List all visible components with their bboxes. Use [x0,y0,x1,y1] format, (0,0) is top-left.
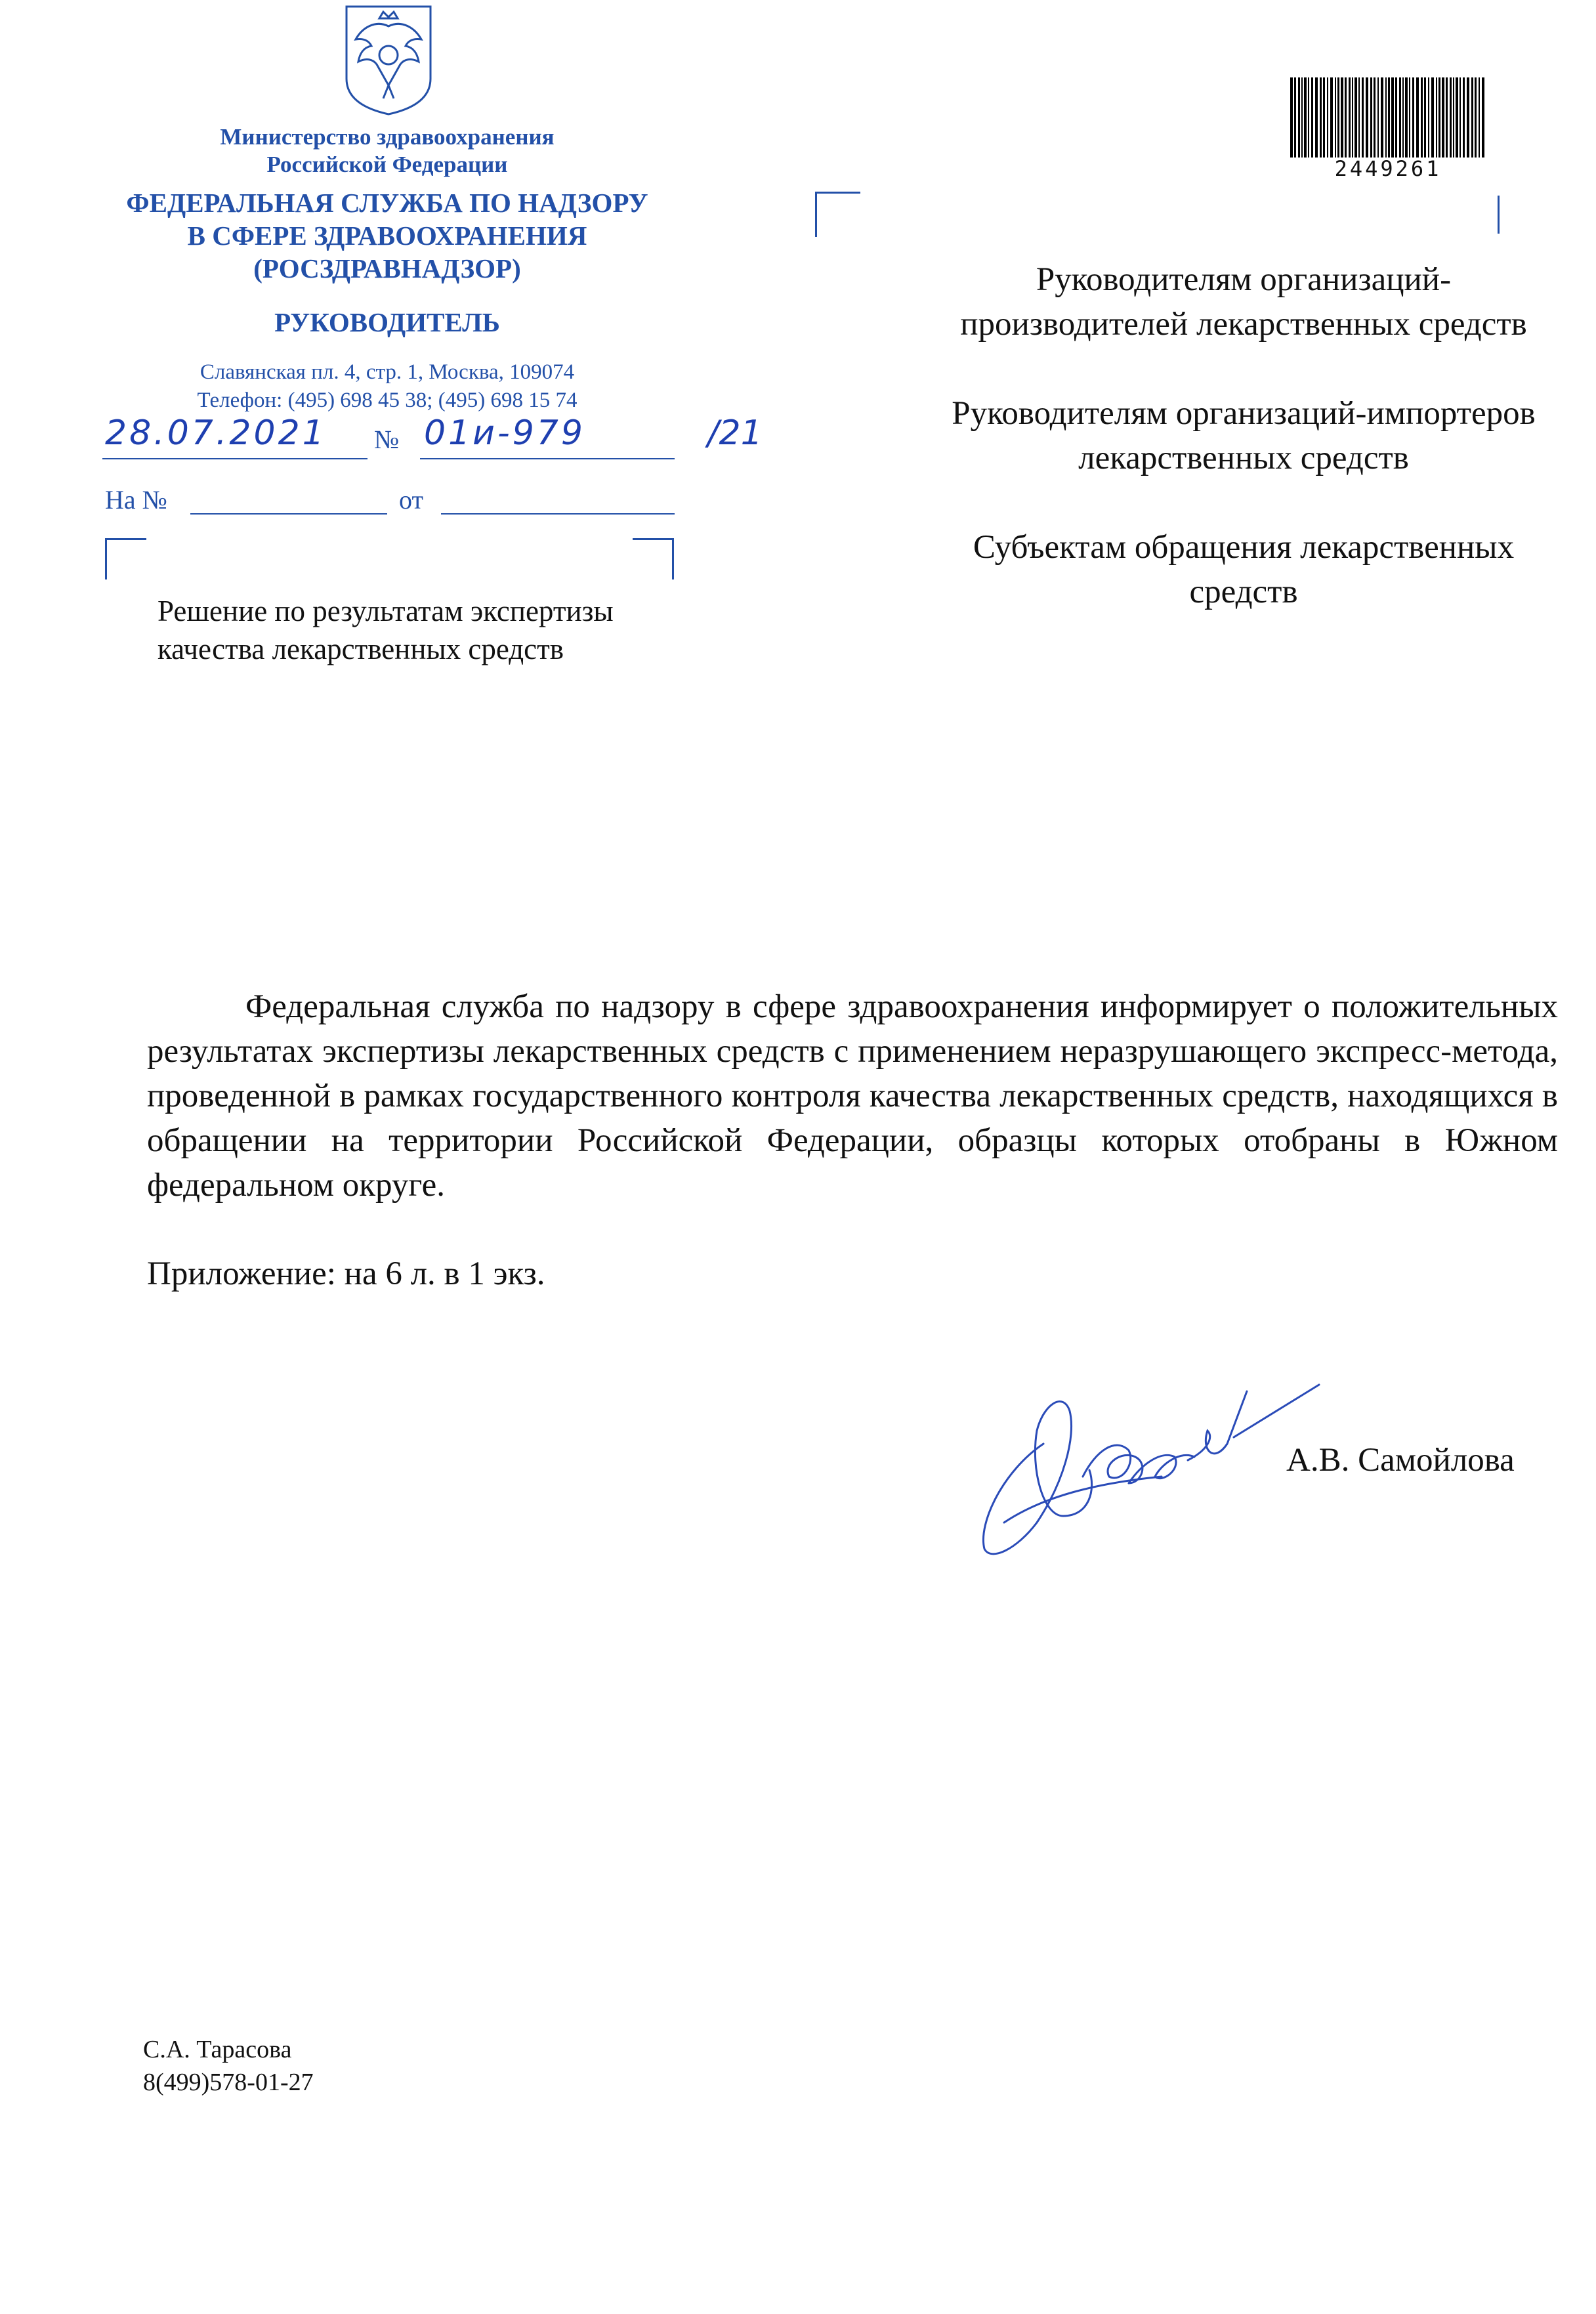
barcode-bar [1475,77,1477,158]
barcode-bar [1388,77,1390,158]
barcode-bar [1349,77,1351,158]
barcode-bar [1385,77,1387,158]
subject-corner-left [105,538,146,579]
barcode-bar [1428,77,1429,158]
barcode-bar [1442,77,1444,158]
barcode-bar [1298,77,1300,158]
addressee-importers: Руководителям организаций-импортеров лекарственных средств [952,395,1536,476]
barcode-bar [1450,77,1452,158]
ministry-name [118,123,656,179]
barcode-bar [1294,77,1296,158]
executor-block [143,2033,314,2099]
head-title: РУКОВОДИТЕЛЬ [274,307,500,337]
barcode-bar [1421,77,1423,158]
service-line-1: ФЕДЕРАЛЬНАЯ СЛУЖБА ПО НАДЗОРУ [126,188,648,218]
barcode-bar [1391,77,1394,158]
barcode-bar [1424,77,1426,158]
barcode-bar [1341,77,1343,158]
barcode-bar [1402,77,1404,158]
barcode-bar [1345,77,1347,158]
date-line [102,458,368,459]
handwritten-number-suffix: /21 [707,413,763,453]
barcode-bar [1301,77,1303,158]
from-label: от [399,485,423,515]
barcode-bar [1471,77,1473,158]
barcode-bar [1362,77,1364,158]
barcode-bar [1366,77,1368,158]
barcode-number: 2449261 [1334,156,1442,181]
reply-number-line [190,513,387,515]
coat-of-arms-icon [336,0,441,117]
service-line-3: (РОСЗДРАВНАДЗОР) [253,253,521,284]
barcode-bar [1370,77,1372,158]
barcode-bar [1304,77,1307,158]
reply-label: На № [105,485,167,515]
barcode-bar [1290,77,1293,158]
barcode-bar [1431,77,1434,158]
barcode-bar [1436,77,1437,158]
barcode-bar [1335,77,1336,158]
executor-phone: 8(499)578-01-27 [143,2069,314,2096]
barcode-bar [1337,77,1339,158]
address-corner-right [1498,196,1500,234]
addressee-subjects: Субъектам обращения лекарственных средств [973,529,1515,610]
barcode-bar [1409,77,1410,158]
ministry-line-1: Министерство здравоохранения [220,124,555,150]
body-paragraph: Федеральная служба по надзору в сфере здравоохранения информирует о положительных результатах экспертизы лекарственных средств с применением неразрушающего экспресс-метода, проведенной в рамках государственного контроля качества лекарственных средств, находящихся в обращении на территории Российской Федерации, образцы которых отобраны в Южном федеральном округе. [147,988,1558,1204]
ministry-line-2: Российской Федерации [266,152,508,177]
barcode-bar [1395,77,1397,158]
barcode-bar [1381,77,1383,158]
subject-corner-right [633,538,674,579]
reply-date-line [441,513,675,515]
barcode-bar [1446,77,1448,158]
barcode-bar [1460,77,1461,158]
subject [158,592,748,668]
service-name [85,186,689,285]
barcode-bar [1377,77,1379,158]
barcode-bar [1358,77,1360,158]
barcode-bar [1467,77,1469,158]
executor-name: С.А. Тарасова [143,2036,292,2063]
barcode-bar [1412,77,1414,158]
barcode-bar [1323,77,1325,158]
barcode-bar [1416,77,1419,158]
addressee-manufacturers: Руководителям организаций-производителей лекарственных средств [960,261,1527,343]
address: Славянская пл. 4, стр. 1, Москва, 109074 [200,360,575,384]
subject-line-1: Решение по результатам экспертизы [158,595,614,627]
addressees [932,257,1555,659]
signature-image [965,1352,1332,1562]
barcode-bar [1453,77,1454,158]
barcode-bar [1308,77,1309,158]
barcode-bar [1330,77,1333,158]
number-line [420,458,675,459]
handwritten-number: 01и-979 [424,413,585,453]
address-corner-left [815,192,860,237]
barcode-bar [1311,77,1313,158]
barcode-bar [1482,77,1484,158]
barcode-bar [1320,77,1322,158]
service-line-2: В СФЕРЕ ЗДРАВООХРАНЕНИЯ [187,221,587,251]
appendix-note: Приложение: на 6 л. в 1 экз. [147,1255,545,1292]
barcode-bar [1399,77,1401,158]
barcode-bar [1327,77,1328,158]
subject-line-2: качества лекарственных средств [158,633,564,665]
handwritten-date: 28.07.2021 [105,413,327,453]
barcode-bar [1352,77,1353,158]
barcode-bar [1456,77,1458,158]
address-block [118,358,656,415]
barcode [1290,77,1486,158]
barcode-bar [1438,77,1440,158]
barcode-bar [1463,77,1465,158]
signer-name: А.В. Самойлова [1286,1442,1515,1479]
barcode-bar [1405,77,1408,158]
barcode-bar [1479,77,1480,158]
barcode-bar [1315,77,1318,158]
phone: Телефон: (495) 698 45 38; (495) 698 15 74 [197,389,578,412]
barcode-bar [1354,77,1357,158]
barcode-bar [1374,77,1376,158]
number-label: № [374,425,400,454]
